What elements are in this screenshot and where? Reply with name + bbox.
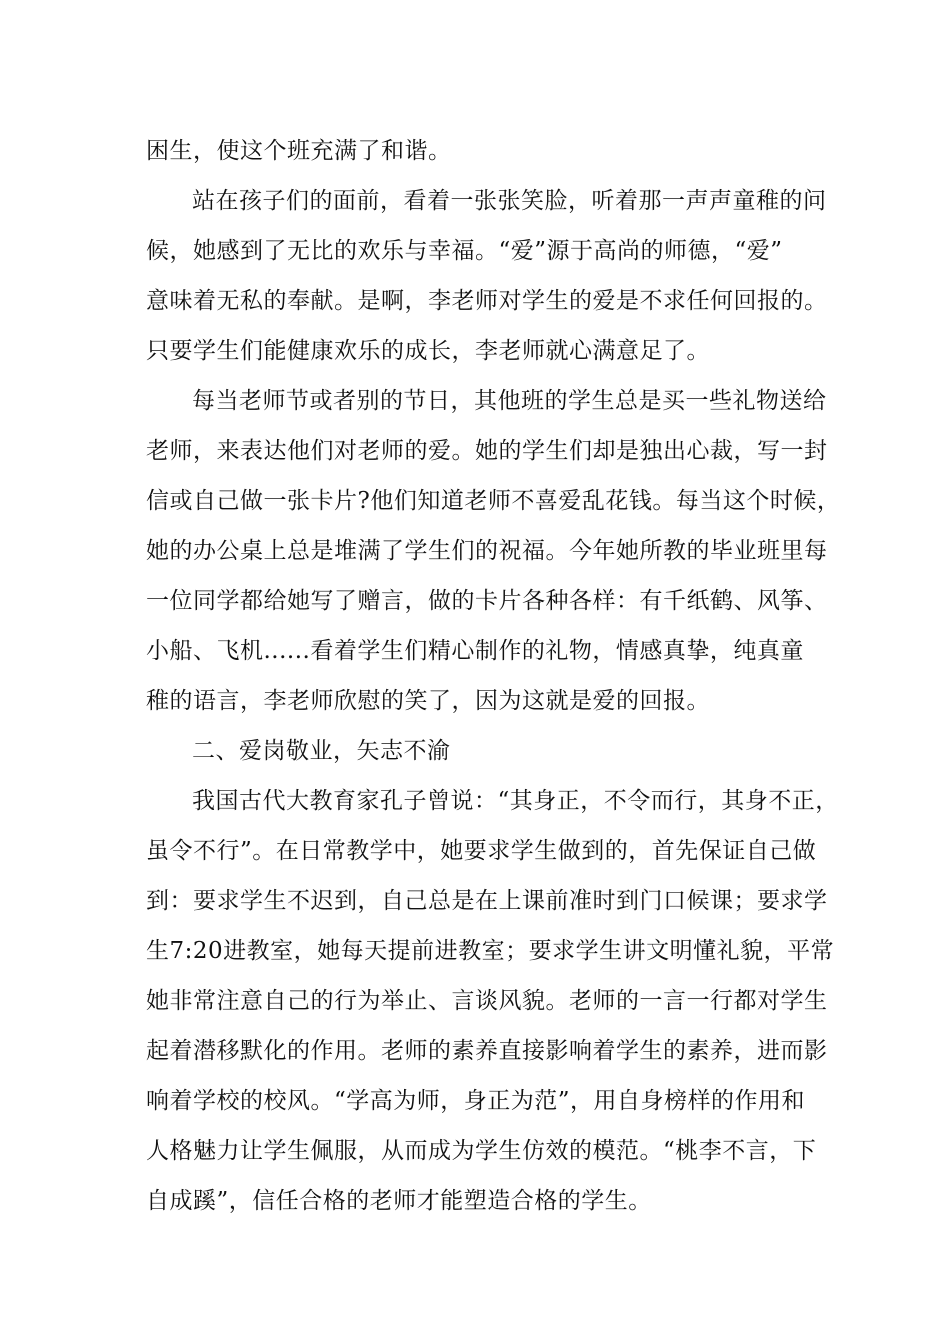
- paragraph-line: 老师，来表达他们对老师的爱。她的学生们却是独出心裁，写一封: [146, 438, 828, 464]
- paragraph-line: 响着学校的校风。“学高为师，身正为范”，用自身榜样的作用和: [146, 1088, 806, 1114]
- paragraph-line: 虽令不行”。在日常教学中，她要求学生做到的，首先保证自己做: [146, 838, 817, 864]
- paragraph-line: 困生，使这个班充满了和谐。: [146, 138, 452, 164]
- paragraph-line: 候，她感到了无比的欢乐与幸福。“爱”源于高尚的师德，“爱”: [146, 238, 783, 264]
- paragraph-line: 她非常注意自己的行为举止、言谈风貌。老师的一言一行都对学生: [146, 988, 828, 1014]
- paragraph-line: 一位同学都给她写了赠言，做的卡片各种各样：有千纸鹤、风筝、: [146, 588, 828, 614]
- paragraph-line: 站在孩子们的面前，看着一张张笑脸，听着那一声声童稚的问: [192, 188, 827, 214]
- paragraph-line: 人格魅力让学生佩服，从而成为学生仿效的模范。“桃李不言，下: [146, 1138, 817, 1164]
- paragraph-line: 信或自己做一张卡片?他们知道老师不喜爱乱花钱。每当这个时候，: [146, 488, 841, 514]
- paragraph-line: 生7:20进教室，她每天提前进教室；要求学生讲文明懂礼貌，平常: [146, 938, 835, 964]
- paragraph-line: 只要学生们能健康欢乐的成长，李老师就心满意足了。: [146, 338, 710, 364]
- paragraph-line: 每当老师节或者别的节日，其他班的学生总是买一些礼物送给: [192, 388, 827, 414]
- paragraph-line: 她的办公桌上总是堆满了学生们的祝福。今年她所教的毕业班里每: [146, 538, 828, 564]
- paragraph-line: 稚的语言，李老师欣慰的笑了，因为这就是爱的回报。: [146, 688, 710, 714]
- paragraph-line: 小船、飞机......看着学生们精心制作的礼物，情感真挚，纯真童: [146, 638, 804, 664]
- paragraph-line: 我国古代大教育家孔子曾说：“其身正，不令而行，其身不正，: [192, 788, 839, 814]
- paragraph-line: 意味着无私的奉献。是啊，李老师对学生的爱是不求任何回报的。: [146, 288, 828, 314]
- paragraph-line: 自成蹊”，信任合格的老师才能塑造合格的学生。: [146, 1188, 652, 1214]
- paragraph-line: 起着潜移默化的作用。老师的素养直接影响着学生的素养，进而影: [146, 1038, 828, 1064]
- section-heading: 二、爱岗敬业，矢志不渝: [192, 738, 451, 764]
- paragraph-line: 到：要求学生不迟到，自己总是在上课前准时到门口候课；要求学: [146, 888, 828, 914]
